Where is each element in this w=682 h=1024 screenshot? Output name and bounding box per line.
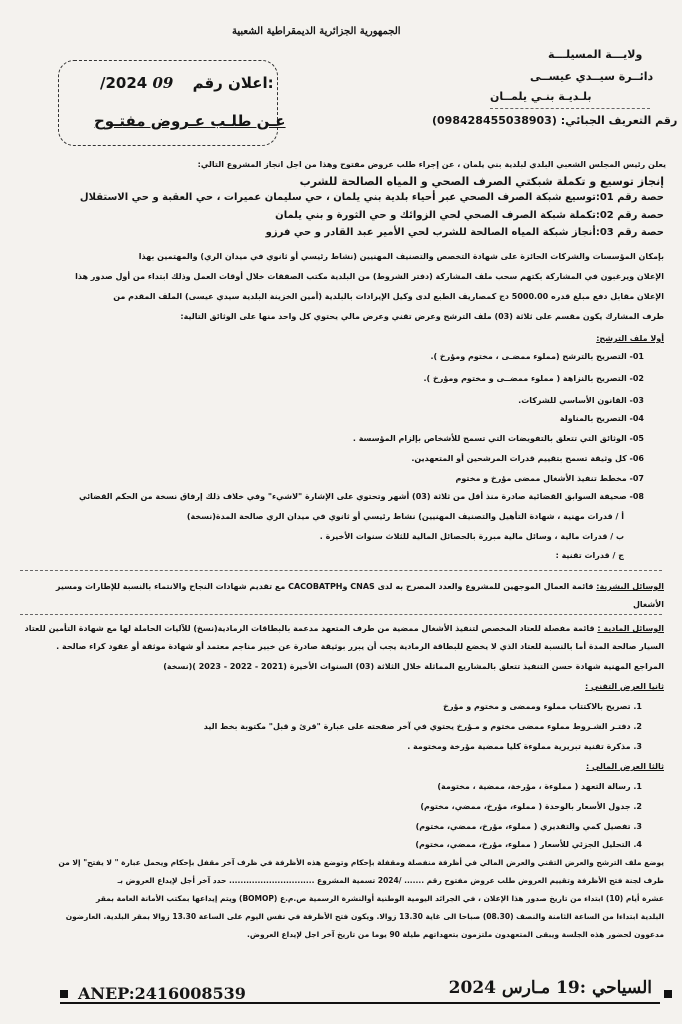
announcement-number-value: 09: [152, 74, 174, 92]
material-resources-text-1: قائمة مفصلة للعتاد المخصص لتنفيذ الأشغال ممضية من طرف المتعهد مدعمة بالبطاقات الرمادية(نسخ) للآليات الحاملة لها مع شهادة التأمين للعتاد: [24, 624, 595, 633]
commune-label: بلـديـة بنـي يلمــان: [490, 90, 592, 103]
closing-line-2: طرف لجنة فتح الأظرفة وتقييم العروض طلب عروض مفتوح رقم ....... /2024 تسمية المشروع .............................. حدد آخر أجل لإيداع العروض بـ: [117, 876, 664, 885]
financial-offer-item: 4. التحليل الجزئي للأسعار ( مملوء، مؤرخ، ممضي، مختوم): [415, 840, 642, 849]
wilaya-label: ولايـــة المسيلـــة: [548, 48, 643, 61]
human-resources: [56, 582, 664, 591]
technical-offer-item: 1. تصريح بالاكتتاب مملوء وممضى و مختوم و مؤرخ: [443, 702, 642, 711]
announcement-number: [100, 74, 274, 92]
section-divider: [20, 570, 662, 571]
lot-1: حصة رقم 01:توسيع شبكة الصرف الصحي عبر أحياء بلدية بني يلمان ، حي سليمان عميرات ، حي العقبة و حي الاستقلال: [79, 192, 664, 203]
human-resources-text: قائمة العمال الموجهين للمشروع والعدد المصرح به لدى CNAS وCACOBATPH مع تقديم شهادات النجاح والانتماء بالنسبة للإطارات ومسير: [55, 582, 594, 591]
technical-offer-heading: ثانيا العرض التقني :: [585, 682, 664, 691]
human-resources-heading: الوسائل البشرية:: [596, 582, 664, 591]
candidacy-item: 04- التصريح بالمناولة: [559, 414, 644, 423]
closing-line-5: مدعوون لحضور هذه الجلسة ويبقى المتعهدون ملتزمون بتعهداتهم طيلة 90 يوما من تاريخ آخر اجل لإيداع العروض.: [247, 930, 664, 939]
technical-offer-item: 2. دفتـر الشـروط مملوء ممضى مختوم و مـؤرخ يحتوي في آخر صفحته على عبارة "قرئ و قبل" مكتوبة بخط اليد: [203, 722, 642, 731]
footer-bullet-left: [60, 990, 68, 998]
closing-line-3: عشرة أيام (10) ابتداء من تاريخ صدور هذا الإعلان ، في الجرائد اليومية الوطنية أوالنشرة الرسمية ص.م.ع (BOMOP) ويتم إيداعها بمكتب الأمانة العامة بمقر: [96, 894, 664, 903]
anep-number: ANEP:2416008539: [78, 984, 246, 1003]
lot-2: حصة رقم 02:تكملة شبكة الصرف الصحي لحي الزوائك و حي الثورة و بني يلمان: [275, 210, 664, 221]
header-divider: [490, 108, 650, 109]
footer-bullet-right: [664, 990, 672, 998]
announcement-year: /2024: [100, 74, 148, 92]
lot-3: حصة رقم 03:أنجاز شبكة المياه الصالحة للشرب لحي الأمير عبد القادر و حي فرزو: [265, 227, 664, 238]
technical-offer-item: 3. مذكرة تقنية تبريرية مملوءة كليا ممضية مؤرخة ومختومة .: [407, 742, 642, 751]
newspaper-date: السياحي :19 مـارس 2024: [448, 978, 652, 998]
closing-line-4: البلدية ابتداءا من الساعة الثامنة والنصف (08.30) صباحا الى غاية 13.30 زوالا. ويكون فتح الأظرفة في نفس اليوم على الساعة 13.30 زوالا بمقر البلدية. العارضون: [65, 912, 664, 921]
financial-offer-item: 2. جدول الأسعار بالوحدة ( مملوء، مؤرخ، ممضي، مختوم): [420, 802, 642, 811]
human-resources-text-2: الأشغال: [632, 600, 664, 609]
section-divider: [20, 614, 662, 615]
announcement-box: [58, 60, 278, 146]
material-resources-text-2: السيار صالحة المدة أما بالنسبة للعتاد الذي لا يخضع للبطاقة الرمادية يجب أن يبرر بوثيقة صادرة عن خبير مناجم معتمد أو شهادة موثقة أو عقود كراء صالحة .: [56, 642, 664, 651]
capacity-financial: ب / قدرات مالية ، وسائل مالية مبررة بالحصائل المالية للثلاث سنوات الأخيرة .: [319, 532, 624, 541]
candidacy-item: 07- مخطط تنفيذ الأشغال ممضى مؤرخ و مختوم: [455, 474, 644, 483]
paragraph-line-2: الإعلان مقابل دفع مبلغ قدره 5000.00 دج كمصاريف الطبع لدى وكيل الإيرادات بالبلدية (أمين الخزينة البلدية سيدي عيسى) الملف المقدم من: [113, 292, 664, 301]
capacity-technical: ج / قدرات تقنية :: [555, 551, 624, 560]
eligibility-text: بإمكان المؤسسات والشركات الحائزة على شهادة التخصص والتصنيف المهنيين (نشاط رئيسي أو ثانوي في ميدان الري) والمهتمين بهذا: [138, 252, 664, 261]
material-resources: [25, 624, 664, 633]
intro-text: يعلن رئيس المجلس الشعبي البلدي لبلدية بني يلمان ، عن إجراء طلب عروض مفتوح وهذا من اجل انجاز المشروع التالي:: [197, 160, 666, 169]
candidacy-item: 02- التصريح بالنزاهة ( مملوء ممضــى و مختوم ومؤرخ ).: [423, 374, 644, 383]
candidacy-item: 03- القانون الأساسي للشركات.: [518, 396, 644, 405]
daira-label: دائــرة سيــدي عيســى: [530, 70, 654, 83]
republic-title: الجمهورية الجزائرية الديمقراطية الشعبية: [232, 26, 401, 37]
closing-line-1: يوضع ملف الترشح والعرض التقني والعرض المالي في أظرفة منفصلة ومقفلة بإحكام وتوضع هذه الأظرفة في ظرف آخر مقفل بإحكام ويحمل عبارة " لا يفتح" إلا من: [58, 858, 664, 867]
financial-offer-item: 3. تفصيل كمي والتقديري ( مملوء، مؤرخ، ممضي، مختوم): [415, 822, 642, 831]
candidacy-item: 01- التصريح بالترشح (مملوء ممضـى ، مختوم ومؤرخ ).: [430, 352, 644, 361]
paragraph-line-3: طرف المشارك يكون مقسم على ثلاثة (03) ملف الترشح وعرض تقني وعرض مالي يحتوي كل واحد منها على الوثائق التالية:: [180, 312, 664, 321]
financial-offer-heading: ثالثا العرض المالي :: [585, 762, 664, 771]
announcement-title: عـن طلـب عـروض مفتـوح: [94, 112, 286, 130]
material-resources-heading: الوسائل المادية :: [597, 624, 664, 633]
capacity-professional: أ / قدرات مهنية ، شهادة التأهيل والتصنيف المهنيين) نشاط رئيسي أو ثانوي في ميدان الري صالحة المدة(نسخة): [186, 512, 624, 521]
candidacy-item: 06- كل وثيقة تسمح بتقييم قدرات المرشحين أو المتعهدين.: [411, 454, 644, 463]
professional-references: المراجع المهنية شهادة حسن التنفيذ تتعلق بالمشاريع المماثلة خلال الثلاثة (03) السنوات الأخيرة (2021 - 2022 - 2023 )(نسخة): [163, 662, 664, 671]
candidacy-heading: أولا ملف الترشح:: [596, 334, 664, 343]
candidacy-item: 05- الوثائق التي تتعلق بالتفويضات التي تسمح للأشخاص بإلزام المؤسسة .: [352, 434, 644, 443]
project-title: إنجاز توسيع و تكملة شبكتي الصرف الصحي و المياه الصالحة للشرب: [299, 175, 664, 188]
paragraph-line-1: الإعلان ويرغبون في المشاركة بكتهم سحب ملف المشاركة (دفتر الشروط) من البلدية مكتب الصفقات خلال أوقات العمل وذلك ابتداء من أول صدور هذا: [75, 272, 664, 281]
announcement-number-label: اعلان رقم:: [192, 74, 274, 92]
financial-offer-item: 1. رسالة التعهد ( مملوءة ، مؤرخة، ممضية ، مختومة): [437, 782, 642, 791]
fiscal-id: رقم التعريف الجبائي: (098428455038903): [432, 114, 678, 127]
candidacy-item: 08- صحيفة السوابق القضائية صادرة منذ أقل من ثلاثة (03) أشهر وتحتوي على الإشارة "لاشيء" وفي خلاف ذلك إرفاق نسخة من الحكم القضائي: [78, 492, 644, 501]
